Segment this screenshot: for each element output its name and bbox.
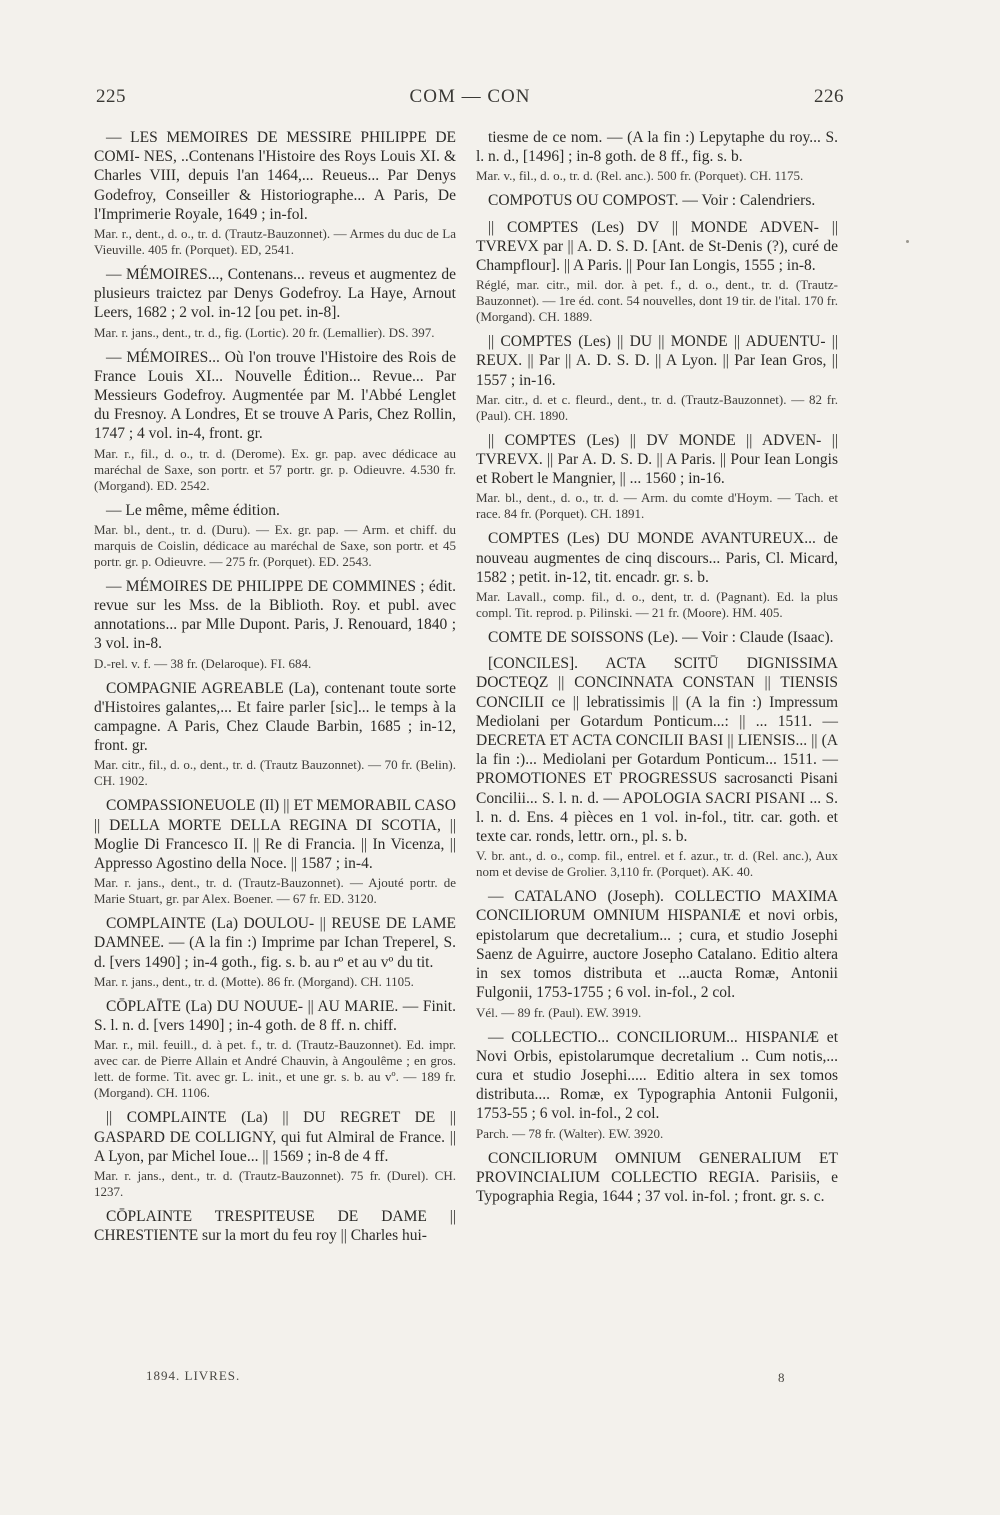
entry-text: CONCILIORUM OMNIUM GENERALIUM ET PROVINCIALIUM COLLECTIO REGIA. Parisiis, e Typographia Regia, 1644 ; 37 vol. in-fol. ; front. gr. s. c. [476, 1149, 838, 1205]
entry-note: Mar. citr., fil., d. o., dent., tr. d. (Trautz Bauzonnet). — 70 fr. (Belin). CH. 1902. [94, 757, 456, 789]
entry-text: [CONCILES]. ACTA SCITŪ DIGNISSIMA DOCTEQZ || CONCINNATA CONSTAN || TIENSIS CONCILII ce || lebratissimis || (A la fin :) Impressum Mediolani per Gotardum Ponticum...: || ... 1511. — DECRETA ET ACTA CONCILII BASI || LIENSIS... || (A la fin :)... Mediolani per Gotardum Ponticum... 1511. — PROMOTIONES ET PROGRESSUS sacrosancti Pisani Concilii... S. l. n. d. — APOLOGIA SACRI PISANI ... S. l. n. d. Ens. 4 pièces en 1 vol. in-fol., titr. car. goth. et texte car. ronds, lettr. orn., pl. s. b. [476, 655, 838, 846]
entry-text: COMPASSIONEUOLE (Il) || ET MEMORABIL CASO || DELLA MORTE DELLA REGINA DI SCOTIA, || Moglie Di Francesco II. || Re di Francia. || In Vicenza, || Appresso Agostino della Noce. || 1587 ; in-4. [94, 797, 456, 873]
catalogue-entry [94, 796, 456, 907]
entry-text: COMPAGNIE AGREABLE (La), contenant toute sorte d'Histoires galantes,... Et faire parler [sic]... le temps à la campagne. A Paris, Chez Claude Barbin, 1685 ; in-12, front. gr. [94, 679, 456, 755]
entry-note: Mar. r., mil. feuill., d. à pet. f., tr. d. (Trautz-Bauzonnet). Ed. impr. avec car. de Pierre Allain et André Chauvin, à Angoulême ; en gros. lett. de forme. Tit. avec gr. L. init., et une gr. s. b. au vº. — 189 fr. (Morgand). CH. 1106. [94, 1037, 456, 1101]
entry-text: COMPTES (Les) DU MONDE AVANTUREUX... de nouveau augmentes de cinq discours... Paris, Cl. Micard, 1582 ; petit. in-12, tit. encadr. gr. s. b. [476, 530, 838, 586]
entry-note: Mar. bl., dent., d. o., tr. d. — Arm. du comte d'Hoym. — Tach. et race. 84 fr. (Porquet). CH. 1891. [476, 490, 838, 522]
catalogue-entry [94, 577, 456, 672]
entry-text: || COMPLAINTE (La) || DU REGRET DE || GASPARD DE COLLIGNY, qui fut Almiral de France. || A Lyon, par Michel Ioue... || 1569 ; in-8 de 4 ff. [94, 1109, 456, 1165]
entry-text: — MÉMOIRES... Où l'on trouve l'Histoire des Rois de France Louis XI... Nouvelle Édition... Revue... Par Messieurs Godefroy. Augmentée par M. l'Abbé Lenglet du Fresnoy. A Londres, Et se trouve A Paris, Chez Rollin, 1747 ; 4 vol. in-4, front. gr. [94, 348, 456, 443]
entry-note: Mar. citr., d. et c. fleurd., dent., tr. d. (Trautz-Bauzonnet). — 82 fr. (Paul). CH. 1890. [476, 391, 838, 423]
entry-text: || COMPTES (Les) || DV MONDE || ADVEN- || TVREVX. || Par A. D. S. D. || A Paris. || Pour Iean Longis et Robert le Mangnier, || ... 1560 ; in-16. [476, 431, 838, 488]
entry-text: tiesme de ce nom. — (A la fin :) Lepytaphe du roy... S. l. n. d., [1496] ; in-8 goth. de 8 ff., fig. s. b. [476, 129, 838, 166]
entry-text: CŌPLAĪTE (La) DU NOUUE- || AU MARIE. — Finit. S. l. n. d. [vers 1490] ; in-4 goth. de 8 ff. n. chiff. [94, 997, 456, 1035]
catalogue-entry [476, 218, 838, 326]
entry-text: COMPLAINTE (La) DOULOU- || REUSE DE LAME DAMNEE. — (A la fin :) Imprime par Ichan Treperel, S. d. [vers 1490] ; in-4 goth., fig. s. b. au rº et au vº du tit. [94, 915, 456, 971]
entry-text: — CATALANO (Joseph). COLLECTIO MAXIMA CONCILIORUM OMNIUM HISPANIÆ et novi orbis, epistolarum que decretalium... ; cura, et studio Josephi Saenz de Aguirre, auctore Josepho Catalano. Editio altera in sex tomos distributa et ...aucta Romæ, Antonii Fulgonii, 1753-1755 ; 6 vol. in-fol., 2 col. [476, 888, 838, 1002]
entry-note: Mar. Lavall., comp. fil., d. o., dent, tr. d. (Pagnant). Ed. la plus compl. Tit. reprod. p. Pilinski. — 21 fr. (Moore). HM. 405. [476, 589, 838, 621]
entry-text: — MÉMOIRES DE PHILIPPE DE COMMINES ; édit. revue sur les Mss. de la Biblioth. Roy. et publ. avec annotations... par Mlle Dupont. Paris, J. Renouard, 1840 ; 3 vol. in-8. [94, 577, 456, 653]
printer-signature: 1894. LIVRES. [146, 1368, 241, 1383]
catalogue-entry [94, 914, 456, 990]
right-column [476, 128, 838, 1213]
entry-text: — MÉMOIRES..., Contenans... reveus et augmentez de plusieurs traictez par Denys Godefroy. La Haye, Arnout Leers, 1682 ; 2 vol. in-12 [ou pet. in-8]. [94, 266, 456, 322]
entry-note: V. br. ant., d. o., comp. fil., entrel. et f. azur., tr. d. (Rel. anc.), Aux nom et devise de Grolier. 3,110 fr. (Porquet). AK. 40. [476, 848, 838, 880]
entry-note: D.-rel. v. f. — 38 fr. (Delaroque). FI. 684. [94, 655, 312, 671]
page-number-right: 226 [814, 86, 844, 107]
catalogue-entry [476, 128, 838, 184]
entry-text: COMPOTUS OU COMPOST. — Voir : Calendriers. [488, 192, 816, 210]
entry-text: — Le même, même édition. [106, 501, 280, 519]
page-number-left: 225 [96, 86, 126, 107]
catalogue-entry [476, 887, 838, 1020]
entry-note: Mar. r., dent., d. o., tr. d. (Trautz-Bauzonnet). — Armes du duc de La Vieuville. 405 fr. (Porquet). ED, 2541. [94, 226, 456, 258]
catalogue-entry [94, 265, 456, 341]
catalogue-entry [476, 654, 838, 880]
entry-text: — COLLECTIO... CONCILIORUM... HISPANIÆ et Novi Orbis, epistolarumque decretalium .. Cum notis,... cura et studio Josephi..... Editio altera in sex tomos distributa.... Romæ, ex Typographia Antonii Fulgonii, 1753-55 ; 6 vol. in-fol., 2 col. [476, 1028, 838, 1123]
entry-text: — LES MEMOIRES DE MESSIRE PHILIPPE DE COMI- NES, ..Contenans l'Histoire des Roys Louis XI. & Charles VIII, depuis l'an 1464,... Reueus... Par Denys Godefroy, Conseiller & Historiographe... A Paris, De l'Imprimerie Royale, 1649 ; in-fol. [94, 129, 456, 223]
catalogue-entry [94, 997, 456, 1101]
entry-note: Parch. — 78 fr. (Walter). EW. 3920. [476, 1125, 664, 1141]
catalogue-entry [94, 128, 456, 258]
catalogue-entry [476, 332, 838, 424]
entry-text: COMTE DE SOISSONS (Le). — Voir : Claude (Isaac). [488, 629, 834, 647]
catalogue-entry [476, 529, 838, 621]
catalogue-entry [476, 1149, 838, 1207]
catalogue-entry [94, 348, 456, 494]
catalogue-entry [94, 501, 456, 570]
entry-note: Mar. r., fil., d. o., tr. d. (Derome). Ex. gr. pap. avec dédicace au maréchal de Saxe, son portr. et 57 portr. gr. p. Odieuvre. 4.530 fr. (Morgand). ED. 2542. [94, 445, 456, 493]
entry-note: Mar. v., fil., d. o., tr. d. (Rel. anc.). 500 fr. (Porquet). CH. 1175. [476, 168, 804, 184]
entry-text: CŌPLAINTE TRESPITEUSE DE DAME || CHRESTIENTE sur la mort du feu roy || Charles hui- [94, 1207, 456, 1245]
entry-note: Réglé, mar. citr., mil. dor. à pet. f., d. o., dent., tr. d. (Trautz-Bauzonnet). — 1re éd. cont. 54 nouvelles, dont 19 tir. de l'ital. 170 fr. (Morgand). CH. 1889. [476, 277, 838, 325]
catalogue-entry [94, 679, 456, 790]
running-title: COM — CON [409, 86, 531, 107]
catalogue-entry [476, 431, 838, 523]
catalogue-entry [476, 1028, 838, 1142]
catalogue-entry [94, 1108, 456, 1200]
catalogue-entry [476, 628, 838, 647]
entry-note: Mar. bl., dent., tr. d. (Duru). — Ex. gr. pap. — Arm. et chiff. du marquis de Coislin, dédicace au maréchal de Saxe, son portr. et 45 portr. gr. p. Odieuvre. — 275 fr. (Porquet). ED. 2543. [94, 521, 456, 569]
running-header [96, 86, 844, 108]
catalogue-entry [476, 191, 838, 210]
paper-speck [906, 240, 909, 243]
entry-note: Mar. r. jans., dent., tr. d. (Trautz-Bauzonnet). — Ajouté portr. de Marie Stuart, gr. par Alex. Boener. — 67 fr. ED. 3120. [94, 875, 456, 907]
entry-text: || COMPTES (Les) DV || MONDE ADVEN- || TVREVX par || A. D. S. D. [Ant. de St-Denis (?), curé de Champflour]. || A Paris. || Pour Ian Longis, 1555 ; in-8. [476, 218, 838, 275]
left-column [94, 128, 456, 1252]
entry-note: Mar. r. jans., dent., tr. d., fig. (Lortic). 20 fr. (Lemallier). DS. 397. [94, 324, 435, 340]
entry-text: || COMPTES (Les) || DU || MONDE || ADUENTU- || REUX. || Par || A. D. S. D. || A Lyon. || Par Iean Gros, || 1557 ; in-16. [476, 333, 838, 389]
catalogue-entry [94, 1207, 456, 1245]
entry-note: Mar. r. jans., dent., tr. d. (Trautz-Bauzonnet). 75 fr. (Durel). CH. 1237. [94, 1167, 456, 1199]
entry-note: Mar. r. jans., dent., tr. d. (Motte). 86 fr. (Morgand). CH. 1105. [94, 973, 414, 989]
entry-note: Vél. — 89 fr. (Paul). EW. 3919. [476, 1004, 642, 1020]
sheet-number: 8 [778, 1370, 785, 1385]
